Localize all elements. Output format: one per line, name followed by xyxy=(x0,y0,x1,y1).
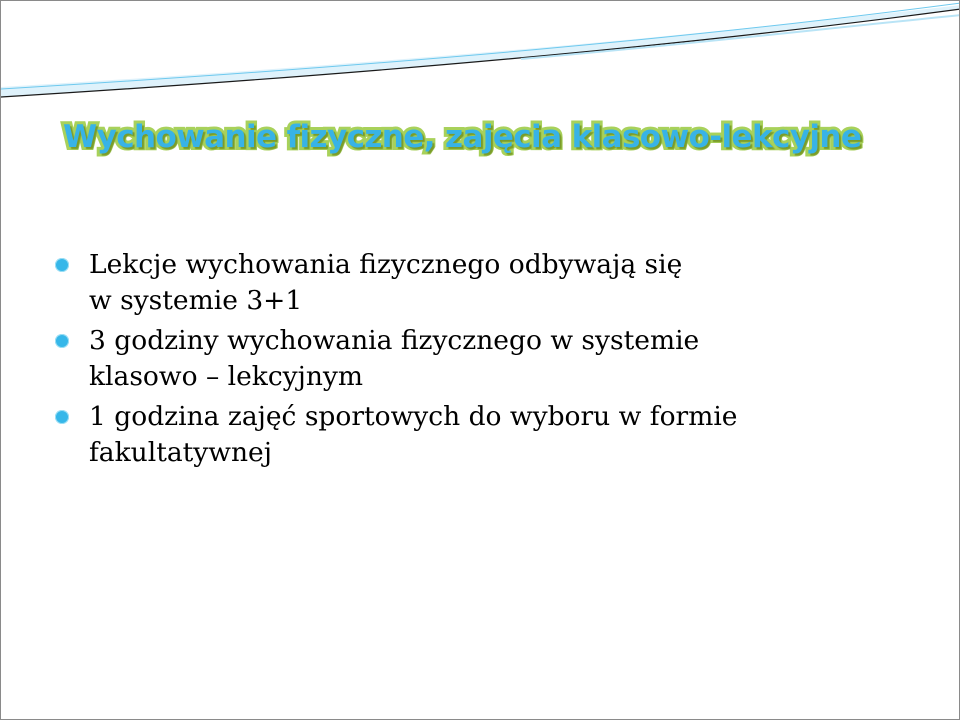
bullet-text-line: Lekcje wychowania fizycznego odbywają się xyxy=(89,249,683,280)
bullet-item xyxy=(53,247,933,319)
bullet-dot-icon xyxy=(55,334,69,348)
bullet-dot-icon xyxy=(55,258,69,272)
bullet-text-line: w systemie 3+1 xyxy=(89,285,303,316)
bullet-text-line: klasowo – lekcyjnym xyxy=(89,361,364,392)
bullet-item xyxy=(53,399,933,471)
slide-title: Wychowanie fizyczne, zajęcia klasowo-lekcyjne xyxy=(63,119,862,155)
bullet-text-line: fakultatywnej xyxy=(89,437,272,468)
bullet-item xyxy=(53,323,933,395)
bullet-dot-icon xyxy=(55,410,69,424)
bullet-list xyxy=(53,247,933,473)
top-swoosh-decoration xyxy=(1,1,960,111)
bullet-text-line: 3 godziny wychowania fizycznego w systemie xyxy=(89,325,700,356)
bullet-text-line: 1 godzina zajęć sportowych do wyboru w formie xyxy=(89,401,738,432)
